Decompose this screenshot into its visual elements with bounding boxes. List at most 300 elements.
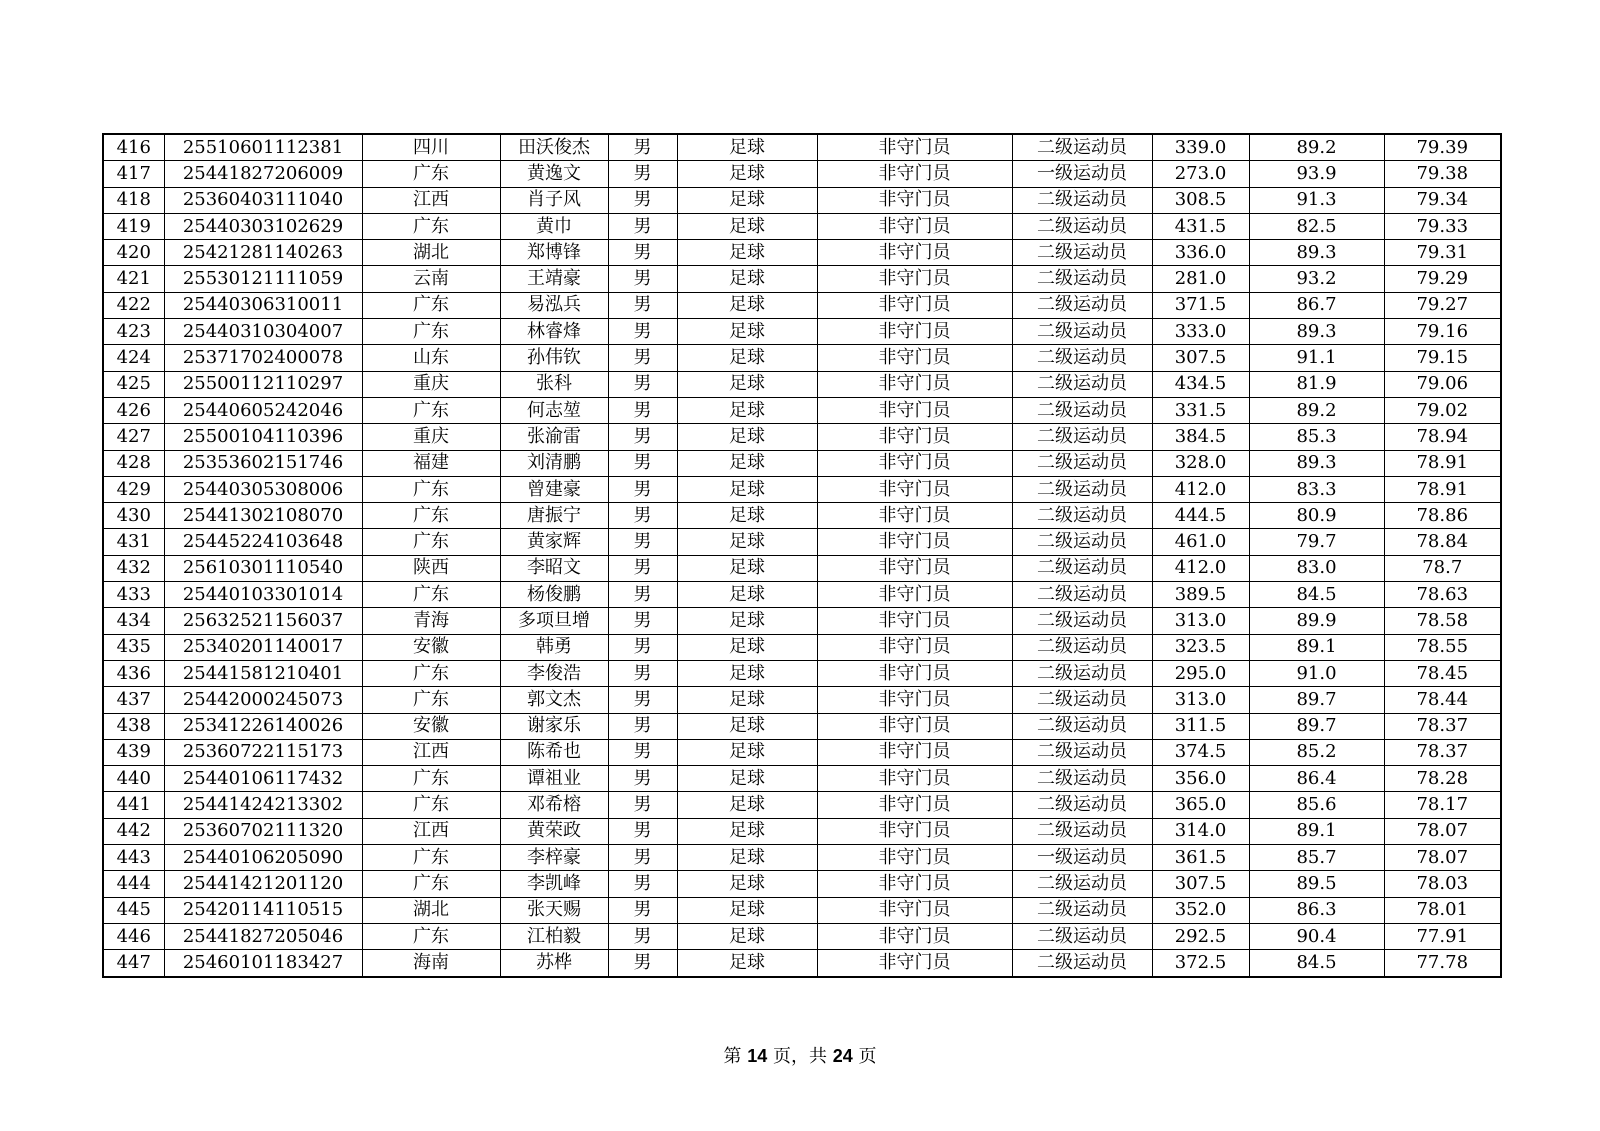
position-cell: 非守门员 xyxy=(817,818,1012,844)
score-a-cell: 374.5 xyxy=(1152,739,1249,765)
score-b-cell: 91.1 xyxy=(1249,345,1384,371)
sport-cell: 足球 xyxy=(677,450,817,476)
student-name-cell: 李俊浩 xyxy=(500,660,608,686)
score-a-cell: 412.0 xyxy=(1152,555,1249,581)
total-score-cell: 79.15 xyxy=(1384,345,1501,371)
student-name-cell: 李昭文 xyxy=(500,555,608,581)
score-a-cell: 292.5 xyxy=(1152,923,1249,949)
total-score-cell: 78.55 xyxy=(1384,634,1501,660)
athlete-level-cell: 二级运动员 xyxy=(1012,187,1152,213)
row-number-cell: 437 xyxy=(103,687,164,713)
total-score-cell: 79.34 xyxy=(1384,187,1501,213)
total-score-cell: 77.91 xyxy=(1384,923,1501,949)
table-row xyxy=(103,397,1501,423)
score-a-cell: 331.5 xyxy=(1152,397,1249,423)
sport-cell: 足球 xyxy=(677,713,817,739)
position-cell: 非守门员 xyxy=(817,897,1012,923)
row-number-cell: 434 xyxy=(103,608,164,634)
gender-cell: 男 xyxy=(608,292,677,318)
athlete-level-cell: 二级运动员 xyxy=(1012,503,1152,529)
exam-id-cell: 25440103301014 xyxy=(164,582,362,608)
score-a-cell: 307.5 xyxy=(1152,871,1249,897)
position-cell: 非守门员 xyxy=(817,397,1012,423)
row-number-cell: 424 xyxy=(103,345,164,371)
exam-id-cell: 25440310304007 xyxy=(164,319,362,345)
table-row xyxy=(103,503,1501,529)
table-row xyxy=(103,555,1501,581)
province-cell: 广东 xyxy=(362,529,500,555)
position-cell: 非守门员 xyxy=(817,213,1012,239)
total-score-cell: 78.84 xyxy=(1384,529,1501,555)
sport-cell: 足球 xyxy=(677,240,817,266)
row-number-cell: 428 xyxy=(103,450,164,476)
province-cell: 安徽 xyxy=(362,634,500,660)
student-name-cell: 李凯峰 xyxy=(500,871,608,897)
gender-cell: 男 xyxy=(608,345,677,371)
exam-id-cell: 25510601112381 xyxy=(164,134,362,161)
gender-cell: 男 xyxy=(608,503,677,529)
athlete-level-cell: 二级运动员 xyxy=(1012,660,1152,686)
gender-cell: 男 xyxy=(608,319,677,345)
province-cell: 广东 xyxy=(362,213,500,239)
score-b-cell: 86.7 xyxy=(1249,292,1384,318)
position-cell: 非守门员 xyxy=(817,923,1012,949)
athlete-level-cell: 二级运动员 xyxy=(1012,923,1152,949)
position-cell: 非守门员 xyxy=(817,608,1012,634)
sport-cell: 足球 xyxy=(677,582,817,608)
athlete-level-cell: 二级运动员 xyxy=(1012,897,1152,923)
gender-cell: 男 xyxy=(608,923,677,949)
student-name-cell: 郭文杰 xyxy=(500,687,608,713)
athlete-level-cell: 二级运动员 xyxy=(1012,240,1152,266)
table-row xyxy=(103,845,1501,871)
student-name-cell: 张科 xyxy=(500,371,608,397)
athlete-level-cell: 二级运动员 xyxy=(1012,818,1152,844)
row-number-cell: 436 xyxy=(103,660,164,686)
gender-cell: 男 xyxy=(608,266,677,292)
gender-cell: 男 xyxy=(608,660,677,686)
footer-suffix: 页 xyxy=(858,1046,877,1067)
athlete-level-cell: 二级运动员 xyxy=(1012,529,1152,555)
score-a-cell: 313.0 xyxy=(1152,687,1249,713)
sport-cell: 足球 xyxy=(677,897,817,923)
exam-id-cell: 25440106117432 xyxy=(164,766,362,792)
gender-cell: 男 xyxy=(608,792,677,818)
table-row xyxy=(103,240,1501,266)
sport-cell: 足球 xyxy=(677,818,817,844)
gender-cell: 男 xyxy=(608,818,677,844)
exam-id-cell: 25421281140263 xyxy=(164,240,362,266)
sport-cell: 足球 xyxy=(677,871,817,897)
total-score-cell: 78.7 xyxy=(1384,555,1501,581)
page-footer xyxy=(0,1042,1600,1068)
table-row xyxy=(103,713,1501,739)
province-cell: 广东 xyxy=(362,792,500,818)
row-number-cell: 429 xyxy=(103,476,164,502)
gender-cell: 男 xyxy=(608,529,677,555)
total-score-cell: 78.03 xyxy=(1384,871,1501,897)
score-b-cell: 85.6 xyxy=(1249,792,1384,818)
sport-cell: 足球 xyxy=(677,634,817,660)
province-cell: 重庆 xyxy=(362,424,500,450)
province-cell: 广东 xyxy=(362,476,500,502)
exam-id-cell: 25445224103648 xyxy=(164,529,362,555)
table-row xyxy=(103,345,1501,371)
gender-cell: 男 xyxy=(608,766,677,792)
row-number-cell: 446 xyxy=(103,923,164,949)
position-cell: 非守门员 xyxy=(817,240,1012,266)
row-number-cell: 421 xyxy=(103,266,164,292)
gender-cell: 男 xyxy=(608,134,677,161)
score-b-cell: 91.0 xyxy=(1249,660,1384,686)
position-cell: 非守门员 xyxy=(817,687,1012,713)
score-b-cell: 83.3 xyxy=(1249,476,1384,502)
table-row xyxy=(103,161,1501,187)
position-cell: 非守门员 xyxy=(817,134,1012,161)
table-row xyxy=(103,608,1501,634)
row-number-cell: 419 xyxy=(103,213,164,239)
exam-id-cell: 25500104110396 xyxy=(164,424,362,450)
score-b-cell: 89.9 xyxy=(1249,608,1384,634)
student-name-cell: 田沃俊杰 xyxy=(500,134,608,161)
student-name-cell: 张天赐 xyxy=(500,897,608,923)
province-cell: 安徽 xyxy=(362,713,500,739)
student-name-cell: 多项旦增 xyxy=(500,608,608,634)
province-cell: 陕西 xyxy=(362,555,500,581)
athlete-level-cell: 二级运动员 xyxy=(1012,608,1152,634)
student-name-cell: 孙伟钦 xyxy=(500,345,608,371)
total-score-cell: 78.37 xyxy=(1384,713,1501,739)
score-b-cell: 89.5 xyxy=(1249,871,1384,897)
exam-id-cell: 25441421201120 xyxy=(164,871,362,897)
row-number-cell: 439 xyxy=(103,739,164,765)
student-name-cell: 苏桦 xyxy=(500,950,608,977)
table-row xyxy=(103,634,1501,660)
score-b-cell: 89.7 xyxy=(1249,687,1384,713)
table-row xyxy=(103,424,1501,450)
sport-cell: 足球 xyxy=(677,503,817,529)
total-score-cell: 79.27 xyxy=(1384,292,1501,318)
athlete-level-cell: 二级运动员 xyxy=(1012,476,1152,502)
position-cell: 非守门员 xyxy=(817,292,1012,318)
table-row xyxy=(103,476,1501,502)
score-b-cell: 90.4 xyxy=(1249,923,1384,949)
score-a-cell: 434.5 xyxy=(1152,371,1249,397)
gender-cell: 男 xyxy=(608,739,677,765)
score-a-cell: 365.0 xyxy=(1152,792,1249,818)
gender-cell: 男 xyxy=(608,713,677,739)
row-number-cell: 426 xyxy=(103,397,164,423)
total-score-cell: 78.07 xyxy=(1384,845,1501,871)
province-cell: 山东 xyxy=(362,345,500,371)
position-cell: 非守门员 xyxy=(817,582,1012,608)
sport-cell: 足球 xyxy=(677,739,817,765)
province-cell: 广东 xyxy=(362,397,500,423)
student-name-cell: 黄荣政 xyxy=(500,818,608,844)
sport-cell: 足球 xyxy=(677,161,817,187)
score-a-cell: 339.0 xyxy=(1152,134,1249,161)
gender-cell: 男 xyxy=(608,476,677,502)
gender-cell: 男 xyxy=(608,371,677,397)
total-score-cell: 78.45 xyxy=(1384,660,1501,686)
score-b-cell: 93.2 xyxy=(1249,266,1384,292)
position-cell: 非守门员 xyxy=(817,187,1012,213)
score-b-cell: 89.1 xyxy=(1249,818,1384,844)
province-cell: 云南 xyxy=(362,266,500,292)
athlete-level-cell: 二级运动员 xyxy=(1012,397,1152,423)
sport-cell: 足球 xyxy=(677,319,817,345)
total-score-cell: 79.39 xyxy=(1384,134,1501,161)
total-score-cell: 78.94 xyxy=(1384,424,1501,450)
position-cell: 非守门员 xyxy=(817,845,1012,871)
row-number-cell: 425 xyxy=(103,371,164,397)
total-score-cell: 78.63 xyxy=(1384,582,1501,608)
position-cell: 非守门员 xyxy=(817,871,1012,897)
gender-cell: 男 xyxy=(608,213,677,239)
total-score-cell: 79.38 xyxy=(1384,161,1501,187)
row-number-cell: 417 xyxy=(103,161,164,187)
table-row xyxy=(103,923,1501,949)
table-row xyxy=(103,134,1501,161)
score-b-cell: 86.3 xyxy=(1249,897,1384,923)
score-a-cell: 336.0 xyxy=(1152,240,1249,266)
score-b-cell: 84.5 xyxy=(1249,950,1384,977)
row-number-cell: 444 xyxy=(103,871,164,897)
score-b-cell: 80.9 xyxy=(1249,503,1384,529)
table-row xyxy=(103,792,1501,818)
province-cell: 广东 xyxy=(362,319,500,345)
score-b-cell: 89.7 xyxy=(1249,713,1384,739)
gender-cell: 男 xyxy=(608,845,677,871)
student-name-cell: 张渝雷 xyxy=(500,424,608,450)
exam-id-cell: 25440306310011 xyxy=(164,292,362,318)
sport-cell: 足球 xyxy=(677,792,817,818)
sport-cell: 足球 xyxy=(677,766,817,792)
table-row xyxy=(103,529,1501,555)
student-name-cell: 杨俊鹏 xyxy=(500,582,608,608)
athlete-level-cell: 二级运动员 xyxy=(1012,582,1152,608)
student-name-cell: 易泓兵 xyxy=(500,292,608,318)
student-name-cell: 黄家辉 xyxy=(500,529,608,555)
athlete-level-cell: 二级运动员 xyxy=(1012,766,1152,792)
row-number-cell: 440 xyxy=(103,766,164,792)
position-cell: 非守门员 xyxy=(817,424,1012,450)
position-cell: 非守门员 xyxy=(817,345,1012,371)
exam-id-cell: 25442000245073 xyxy=(164,687,362,713)
row-number-cell: 416 xyxy=(103,134,164,161)
exam-id-cell: 25440106205090 xyxy=(164,845,362,871)
sport-cell: 足球 xyxy=(677,266,817,292)
student-name-cell: 林睿烽 xyxy=(500,319,608,345)
exam-id-cell: 25360702111320 xyxy=(164,818,362,844)
total-score-cell: 78.91 xyxy=(1384,476,1501,502)
total-score-cell: 79.31 xyxy=(1384,240,1501,266)
athlete-level-cell: 二级运动员 xyxy=(1012,871,1152,897)
sport-cell: 足球 xyxy=(677,923,817,949)
score-b-cell: 89.2 xyxy=(1249,397,1384,423)
score-a-cell: 356.0 xyxy=(1152,766,1249,792)
table-row xyxy=(103,266,1501,292)
student-name-cell: 韩勇 xyxy=(500,634,608,660)
student-name-cell: 王靖豪 xyxy=(500,266,608,292)
total-score-cell: 79.16 xyxy=(1384,319,1501,345)
score-b-cell: 91.3 xyxy=(1249,187,1384,213)
row-number-cell: 441 xyxy=(103,792,164,818)
row-number-cell: 422 xyxy=(103,292,164,318)
row-number-cell: 443 xyxy=(103,845,164,871)
score-a-cell: 281.0 xyxy=(1152,266,1249,292)
athlete-level-cell: 二级运动员 xyxy=(1012,634,1152,660)
table-row xyxy=(103,450,1501,476)
athlete-level-cell: 二级运动员 xyxy=(1012,134,1152,161)
table-row xyxy=(103,950,1501,977)
score-a-cell: 431.5 xyxy=(1152,213,1249,239)
student-name-cell: 唐振宁 xyxy=(500,503,608,529)
province-cell: 福建 xyxy=(362,450,500,476)
table-row xyxy=(103,818,1501,844)
exam-id-cell: 25460101183427 xyxy=(164,950,362,977)
row-number-cell: 423 xyxy=(103,319,164,345)
student-name-cell: 陈希也 xyxy=(500,739,608,765)
sport-cell: 足球 xyxy=(677,687,817,713)
exam-id-cell: 25440305308006 xyxy=(164,476,362,502)
province-cell: 四川 xyxy=(362,134,500,161)
sport-cell: 足球 xyxy=(677,371,817,397)
table-row xyxy=(103,660,1501,686)
table-row xyxy=(103,582,1501,608)
student-name-cell: 李梓豪 xyxy=(500,845,608,871)
row-number-cell: 430 xyxy=(103,503,164,529)
score-a-cell: 444.5 xyxy=(1152,503,1249,529)
score-a-cell: 313.0 xyxy=(1152,608,1249,634)
sport-cell: 足球 xyxy=(677,660,817,686)
athlete-level-cell: 二级运动员 xyxy=(1012,739,1152,765)
score-b-cell: 82.5 xyxy=(1249,213,1384,239)
total-score-cell: 78.37 xyxy=(1384,739,1501,765)
total-score-cell: 78.28 xyxy=(1384,766,1501,792)
table-body xyxy=(103,134,1501,977)
total-page-number: 24 xyxy=(832,1046,853,1066)
athlete-level-cell: 二级运动员 xyxy=(1012,713,1152,739)
province-cell: 广东 xyxy=(362,923,500,949)
total-score-cell: 79.02 xyxy=(1384,397,1501,423)
sport-cell: 足球 xyxy=(677,845,817,871)
student-name-cell: 肖子风 xyxy=(500,187,608,213)
table-row xyxy=(103,766,1501,792)
score-a-cell: 314.0 xyxy=(1152,818,1249,844)
score-a-cell: 308.5 xyxy=(1152,187,1249,213)
total-score-cell: 78.58 xyxy=(1384,608,1501,634)
athlete-level-cell: 二级运动员 xyxy=(1012,792,1152,818)
score-b-cell: 93.9 xyxy=(1249,161,1384,187)
score-a-cell: 352.0 xyxy=(1152,897,1249,923)
student-name-cell: 黄逸文 xyxy=(500,161,608,187)
row-number-cell: 442 xyxy=(103,818,164,844)
total-score-cell: 79.33 xyxy=(1384,213,1501,239)
row-number-cell: 432 xyxy=(103,555,164,581)
province-cell: 江西 xyxy=(362,818,500,844)
row-number-cell: 418 xyxy=(103,187,164,213)
gender-cell: 男 xyxy=(608,161,677,187)
sport-cell: 足球 xyxy=(677,424,817,450)
gender-cell: 男 xyxy=(608,950,677,977)
row-number-cell: 435 xyxy=(103,634,164,660)
exam-id-cell: 25441827205046 xyxy=(164,923,362,949)
province-cell: 广东 xyxy=(362,766,500,792)
exam-id-cell: 25441827206009 xyxy=(164,161,362,187)
position-cell: 非守门员 xyxy=(817,634,1012,660)
position-cell: 非守门员 xyxy=(817,450,1012,476)
student-name-cell: 谭祖业 xyxy=(500,766,608,792)
position-cell: 非守门员 xyxy=(817,713,1012,739)
athlete-level-cell: 二级运动员 xyxy=(1012,371,1152,397)
row-number-cell: 447 xyxy=(103,950,164,977)
gender-cell: 男 xyxy=(608,555,677,581)
total-score-cell: 79.29 xyxy=(1384,266,1501,292)
score-b-cell: 85.7 xyxy=(1249,845,1384,871)
total-score-cell: 79.06 xyxy=(1384,371,1501,397)
score-b-cell: 79.7 xyxy=(1249,529,1384,555)
student-name-cell: 邓希榕 xyxy=(500,792,608,818)
gender-cell: 男 xyxy=(608,634,677,660)
score-a-cell: 328.0 xyxy=(1152,450,1249,476)
position-cell: 非守门员 xyxy=(817,950,1012,977)
student-name-cell: 黄巾 xyxy=(500,213,608,239)
athlete-level-cell: 二级运动员 xyxy=(1012,450,1152,476)
exam-id-cell: 25440605242046 xyxy=(164,397,362,423)
student-name-cell: 曾建豪 xyxy=(500,476,608,502)
province-cell: 江西 xyxy=(362,187,500,213)
score-a-cell: 307.5 xyxy=(1152,345,1249,371)
gender-cell: 男 xyxy=(608,871,677,897)
gender-cell: 男 xyxy=(608,397,677,423)
sport-cell: 足球 xyxy=(677,213,817,239)
exam-id-cell: 25441424213302 xyxy=(164,792,362,818)
province-cell: 广东 xyxy=(362,503,500,529)
position-cell: 非守门员 xyxy=(817,766,1012,792)
province-cell: 广东 xyxy=(362,582,500,608)
position-cell: 非守门员 xyxy=(817,319,1012,345)
exam-id-cell: 25530121111059 xyxy=(164,266,362,292)
province-cell: 广东 xyxy=(362,292,500,318)
athlete-level-cell: 二级运动员 xyxy=(1012,266,1152,292)
row-number-cell: 420 xyxy=(103,240,164,266)
score-a-cell: 323.5 xyxy=(1152,634,1249,660)
sport-cell: 足球 xyxy=(677,950,817,977)
province-cell: 江西 xyxy=(362,739,500,765)
gender-cell: 男 xyxy=(608,582,677,608)
score-b-cell: 89.3 xyxy=(1249,319,1384,345)
athlete-level-cell: 二级运动员 xyxy=(1012,319,1152,345)
score-a-cell: 461.0 xyxy=(1152,529,1249,555)
position-cell: 非守门员 xyxy=(817,660,1012,686)
row-number-cell: 433 xyxy=(103,582,164,608)
sport-cell: 足球 xyxy=(677,608,817,634)
sport-cell: 足球 xyxy=(677,529,817,555)
score-a-cell: 361.5 xyxy=(1152,845,1249,871)
score-a-cell: 371.5 xyxy=(1152,292,1249,318)
position-cell: 非守门员 xyxy=(817,792,1012,818)
score-a-cell: 372.5 xyxy=(1152,950,1249,977)
total-score-cell: 78.01 xyxy=(1384,897,1501,923)
score-b-cell: 85.2 xyxy=(1249,739,1384,765)
province-cell: 青海 xyxy=(362,608,500,634)
exam-id-cell: 25441302108070 xyxy=(164,503,362,529)
total-score-cell: 78.44 xyxy=(1384,687,1501,713)
gender-cell: 男 xyxy=(608,608,677,634)
athlete-level-cell: 二级运动员 xyxy=(1012,950,1152,977)
exam-id-cell: 25440303102629 xyxy=(164,213,362,239)
